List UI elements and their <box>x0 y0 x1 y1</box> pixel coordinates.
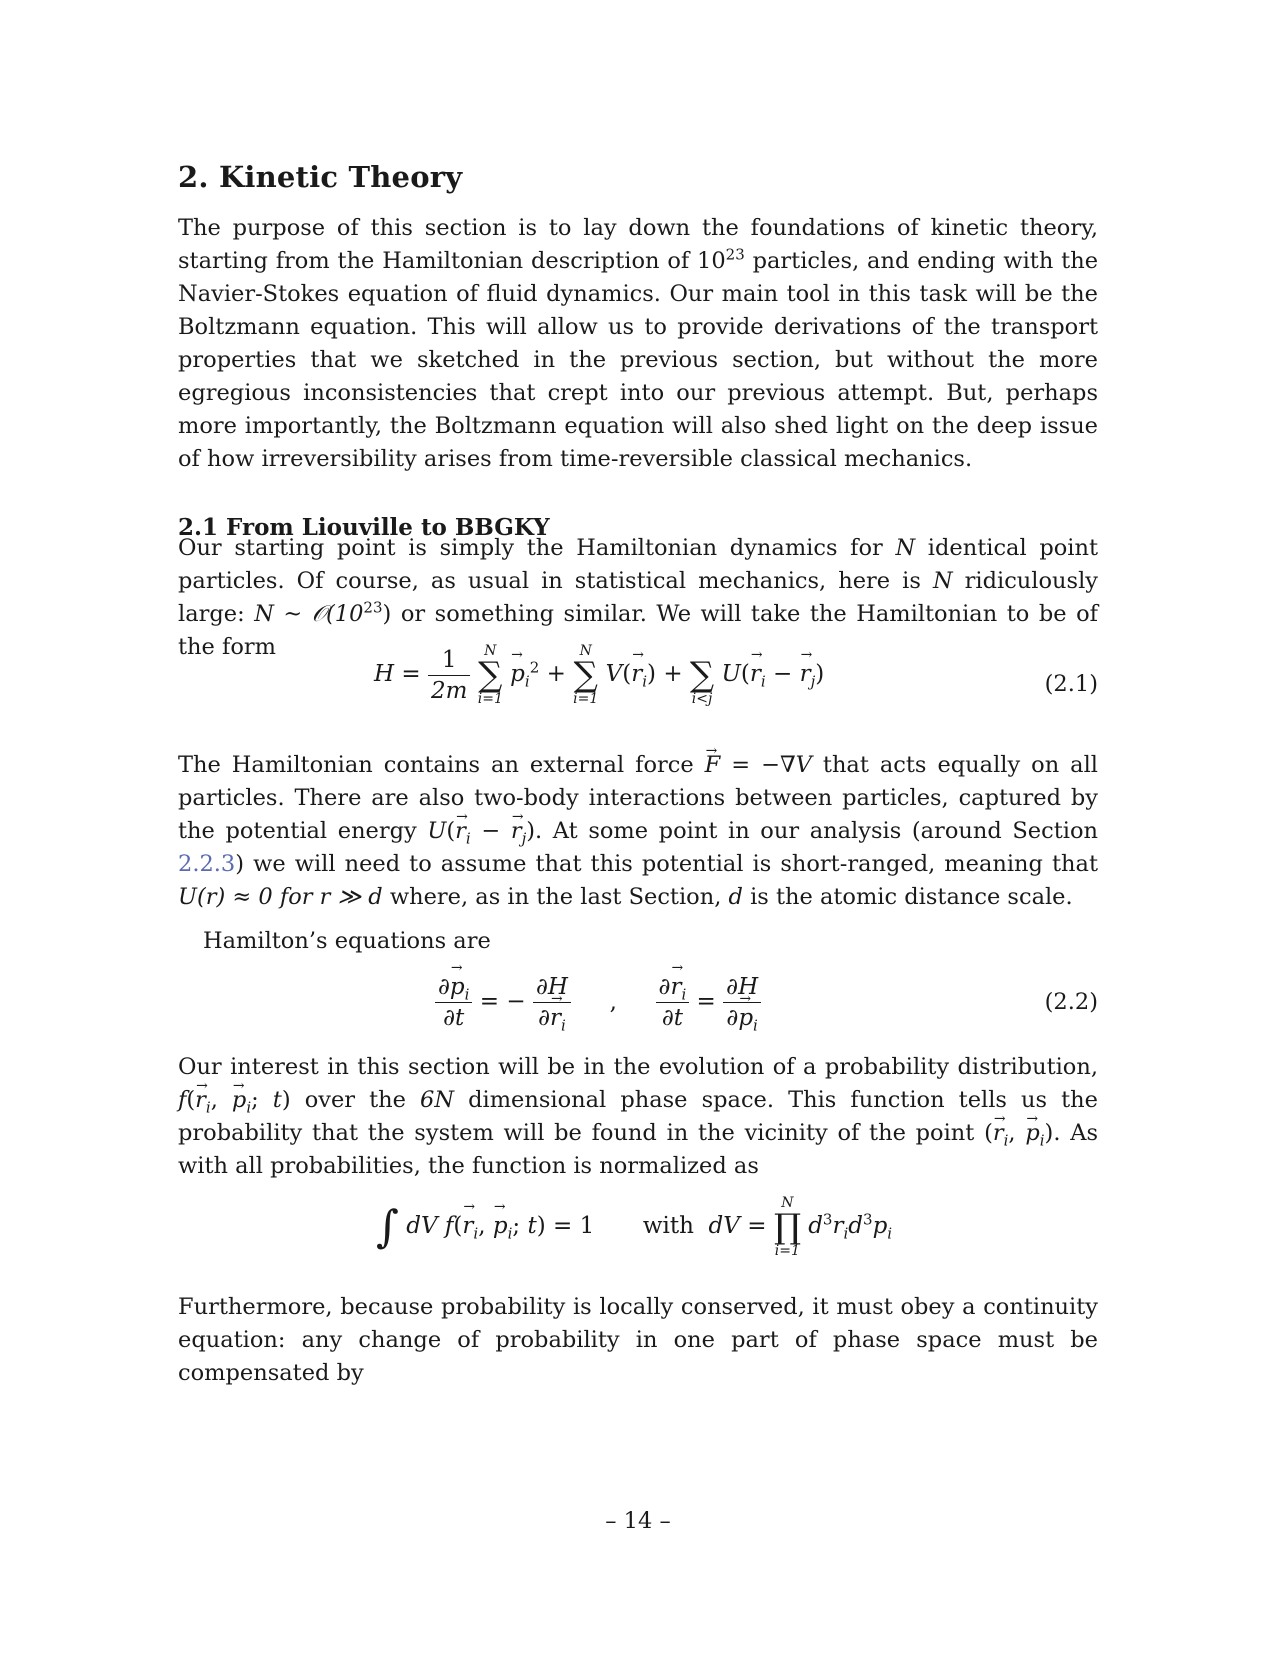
equation-2-2 <box>178 972 1098 1044</box>
equation-number-2-1: (2.1) <box>1044 671 1098 697</box>
section-title: 2. Kinetic Theory <box>178 160 463 194</box>
intro-paragraph: The purpose of this section is to lay down the foundations of kinetic theory, starting from the Hamiltonian description of $10^{23}$ particles, and ending with the Navier-Stokes equation of fluid dynamics. Our main tool in this task will be the Boltzmann equation. This will allow us to provide derivations of the transport properties that we sketched in the previous section, but without the more egregious inconsistencies that crept into our previous attempt. But, perhaps more importantly, the Boltzmann equation will also shed light on the deep issue of how irreversibility arises from time-reversible classical mechanics. <box>178 215 1099 472</box>
hamiltonian-intro-paragraph: Our starting point is simply the Hamiltonian dynamics for N identical point particles. Of course, as usual in statistical mechanics, here is N ridiculously large: N ~ $𝒪(10^{23})$ or something similar. We will take the Hamiltonian to be of the form <box>178 535 1098 660</box>
page <box>178 0 1098 1656</box>
probability-paragraph: Our interest in this section will be in the evolution of a probability distribution, $f(\to r_i$, → $p_i$; t) over the 6N dimensional phase space. This function tells us the probability that the system will be found in the vicinity of the point (→ $r_i$, → $p_i$). As with all probabilities, the function is normalized as <box>178 1051 1098 1183</box>
equation-number-2-2: (2.2) <box>1044 989 1098 1015</box>
equation-2-1 <box>178 644 1098 730</box>
continuity-paragraph: Furthermore, because probability is locally conserved, it must obey a continuity equation: any change of probability in one part of phase space must be compensated by <box>178 1294 1098 1386</box>
normalization-formula: ∫ dV $f(\to r_i$, → $p_i$; t) = 1 with dV = N ∏ i=1 $d^3r_id^3p_i$ <box>376 1196 892 1258</box>
force-paragraph: The Hamiltonian contains an external force → F = −∇V that acts equally on all particles. There are also two-body interactions between particles, captured by the potential energy $U(\to r_i$ − → $r_j$). At some point in our analysis (around Section 2.2.3) we will need to assume that this potential is short-ranged, meaning that U(r) ≈ 0 for r ≫ d where, as in the last Section, d is the atomic distance scale. <box>178 749 1098 914</box>
page-number: – 14 – <box>605 1508 671 1534</box>
hamiltonian-formula: H = $\frac{1}{2m}$ N ∑ i=1 → $p_i^2$ + N ∑ i=1 $V(\to r_i)$ + ∑ i<j $U(\to r_i$ − → $r_j$) <box>374 644 824 706</box>
section-reference-link[interactable]: 2.2.3 <box>178 851 236 877</box>
with-label: with <box>642 1213 694 1239</box>
subsection-title: 2.1 From Liouville to BBGKY <box>178 514 550 541</box>
hamilton-equations-intro: Hamilton’s equations are <box>203 928 491 954</box>
normalization-equation <box>178 1196 1098 1286</box>
hamilton-equations-formula: $\frac{\partial\to p_i}{\partial t}$ = − $\frac{\partial H}{\partial\to r_i}$ , $\frac{\partial\to r_i}{\partial t}$ = $\frac{\partial H}{\partial\to p_i}$ <box>435 974 761 1031</box>
